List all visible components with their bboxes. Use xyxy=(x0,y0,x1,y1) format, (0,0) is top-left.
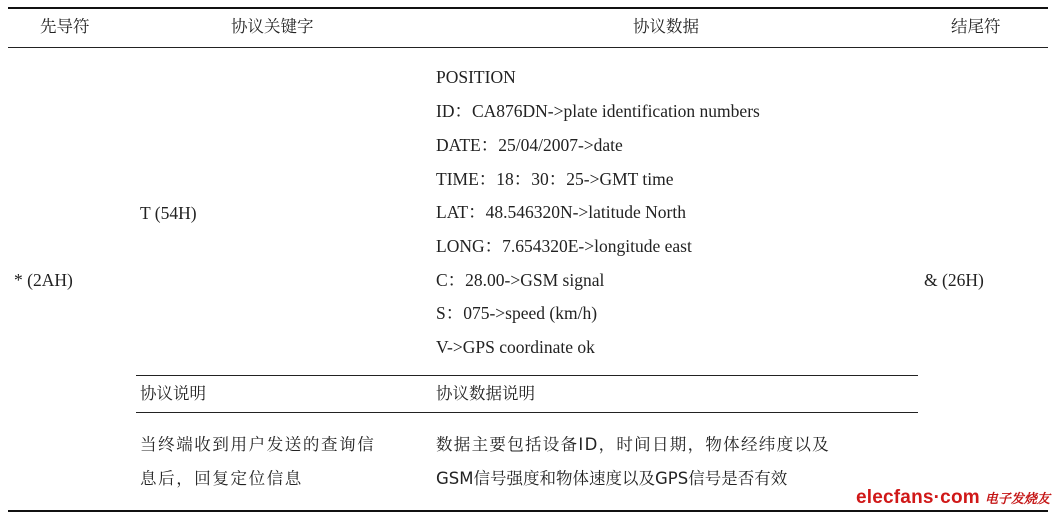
data-desc-line-1: 数据主要包括设备ID，时间日期，物体经纬度以及 xyxy=(436,435,830,454)
sub-header-bottom-rule xyxy=(136,412,918,413)
data-line-gps: V->GPS coordinate ok xyxy=(436,337,595,357)
desc-line-1: 当终端收到用户发送的查询信 xyxy=(140,435,376,454)
data-line-time: TIME：18：30：25->GMT time xyxy=(436,169,674,189)
sub-header-desc: 协议说明 xyxy=(140,384,206,403)
watermark xyxy=(856,488,1050,507)
data-line-speed: S：075->speed (km/h) xyxy=(436,303,598,323)
header-bottom-rule xyxy=(8,47,1048,48)
terminator-value: & (26H) xyxy=(924,270,984,290)
data-line-lat: LAT：48.546320N->latitude North xyxy=(436,202,686,222)
data-line-date: DATE：25/04/2007->date xyxy=(436,135,623,155)
data-line-position: POSITION xyxy=(436,67,516,87)
header-data: 协议数据 xyxy=(633,17,699,36)
table-bottom-rule xyxy=(8,510,1048,512)
watermark-cn: 电子发烧友 xyxy=(984,492,1050,507)
header-keyword: 协议关键字 xyxy=(231,17,314,36)
header-leader: 先导符 xyxy=(40,17,90,36)
data-line-id: ID：CA876DN->plate identification numbers xyxy=(436,101,760,121)
watermark-logo: elecfans·com xyxy=(856,487,980,508)
data-line-long: LONG：7.654320E->longitude east xyxy=(436,236,692,256)
data-line-gsm: C：28.00->GSM signal xyxy=(436,270,605,290)
table-top-rule xyxy=(8,7,1048,9)
sub-header-top-rule xyxy=(136,375,918,376)
data-desc-line-2: GSM信号强度和物体速度以及GPS信号是否有效 xyxy=(436,469,788,488)
leader-value: * (2AH) xyxy=(14,270,73,290)
desc-line-2: 息后，回复定位信息 xyxy=(140,469,303,488)
sub-header-data-desc: 协议数据说明 xyxy=(436,384,535,403)
keyword-value: T (54H) xyxy=(140,203,197,223)
header-terminator: 结尾符 xyxy=(951,17,1001,36)
